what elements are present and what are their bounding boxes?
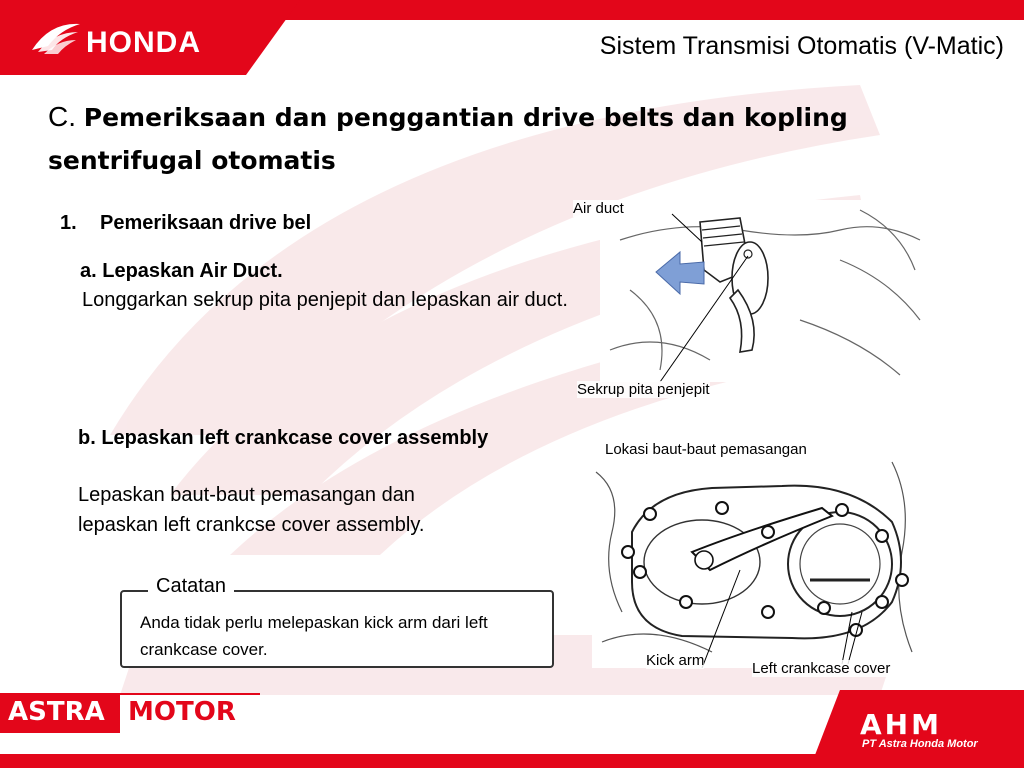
label-lokasi-baut: Lokasi baut-baut pemasangan	[605, 441, 807, 458]
step-1-heading	[60, 212, 311, 235]
motor-wordmark: MOTOR	[128, 697, 236, 727]
step-1-title: Pemeriksaan drive bel	[100, 212, 312, 234]
step-a-heading: a. Lepaskan Air Duct.	[80, 260, 283, 282]
section-heading	[48, 96, 878, 182]
ahm-subtitle: PT Astra Honda Motor	[862, 738, 978, 750]
label-kick-arm: Kick arm	[646, 652, 705, 669]
step-a-text: Longgarkan sekrup pita penjepit dan lepaskan air duct.	[82, 289, 568, 311]
air-duct-figure	[600, 200, 926, 382]
honda-wordmark: HONDA	[86, 26, 201, 59]
section-label: C.	[48, 101, 76, 132]
astra-wordmark: ASTRA	[8, 697, 105, 727]
step-1-number: 1.	[60, 212, 77, 234]
section-title: Pemeriksaan dan penggantian drive belts dan kopling sentrifugal otomatis	[48, 103, 848, 175]
note-title: Catatan	[148, 575, 234, 598]
ahm-wordmark: AHM	[860, 708, 942, 741]
honda-wing-icon	[30, 20, 82, 56]
page-header-title: Sistem Transmisi Otomatis (V-Matic)	[599, 32, 1004, 60]
step-b-text: Lepaskan baut-baut pemasangan dan lepaskan left crankcse cover assembly.	[78, 484, 425, 536]
crankcase-cover-figure	[592, 452, 920, 668]
step-b-heading: b. Lepaskan left crankcase cover assembly	[78, 427, 489, 449]
label-left-crankcase-cover: Left crankcase cover	[752, 660, 891, 677]
label-air-duct: Air duct	[573, 200, 624, 217]
label-sekrup-pita-penjepit: Sekrup pita penjepit	[577, 381, 710, 398]
note-text: Anda tidak perlu melepaskan kick arm dari left crankcase cover.	[140, 613, 488, 659]
